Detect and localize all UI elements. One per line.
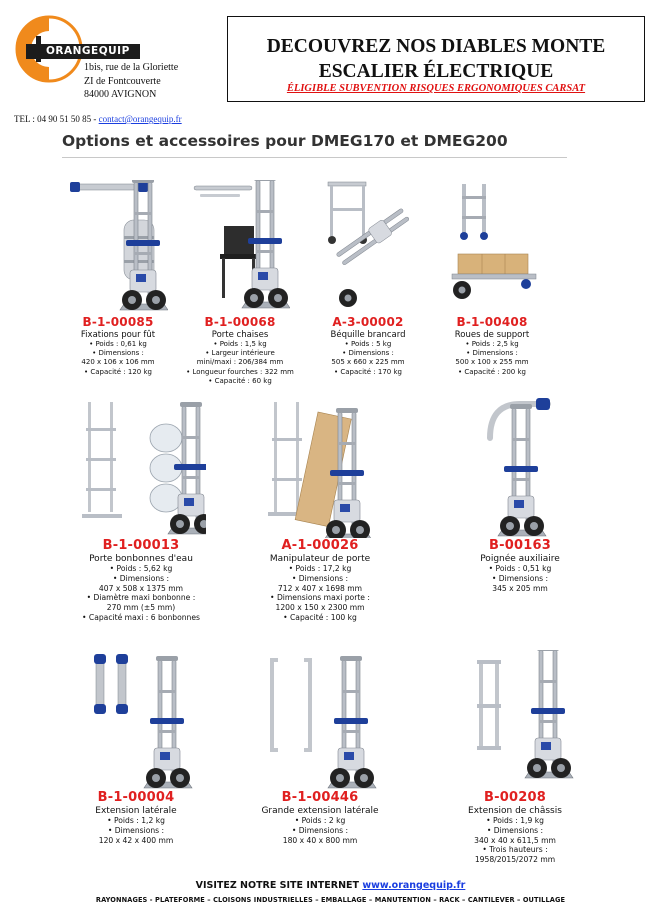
auxiliary-handle-product-image — [470, 398, 570, 538]
product-spec: • Poids : 5 kg — [344, 340, 392, 348]
product-card-b-1-00068 — [180, 180, 300, 386]
product-spec: • Dimensions : — [92, 349, 144, 358]
company-address — [84, 61, 178, 102]
product-spec: • Capacité : 100 kg — [283, 612, 357, 622]
product-spec: • Diamètre maxi bonbonne : — [86, 593, 196, 603]
promo-title-line2: ESCALIER ÉLECTRIQUE — [318, 61, 554, 82]
product-spec: • Capacité maxi : 6 bonbonnes — [82, 612, 200, 622]
contact-line — [14, 114, 182, 124]
product-spec: • Largeur intérieure — [205, 349, 275, 358]
product-code: B-1-00085 — [82, 315, 154, 329]
product-name: Manipulateur de porte — [269, 554, 371, 564]
product-spec: 1958/2015/2072 mm — [474, 855, 556, 865]
product-spec: • Dimensions maxi porte : — [270, 593, 370, 603]
phone-label: TEL : 04 90 51 50 85 - — [14, 114, 97, 124]
product-spec: • Dimensions : — [112, 573, 170, 583]
product-code: B-1-00013 — [102, 538, 180, 553]
product-spec: • Longueur fourches : 322 mm — [186, 367, 294, 376]
product-name: Porte bonbonnes d'eau — [89, 554, 193, 564]
product-spec: 180 x 40 x 800 mm — [282, 835, 358, 845]
product-card-b-1-00013 — [66, 398, 216, 623]
address-line: 1bis, rue de la Gloriette — [84, 62, 179, 73]
product-spec: • Poids : 1,2 kg — [107, 816, 165, 825]
email-link[interactable]: contact@orangequip.fr — [98, 114, 182, 124]
product-card-a-3-00002 — [306, 180, 430, 377]
product-spec: 500 x 100 x 255 mm — [455, 358, 529, 367]
product-spec: • Capacité : 120 kg — [83, 367, 152, 376]
product-spec: • Poids : 5,62 kg — [109, 564, 173, 573]
section-title: Options et accessoires pour DMEG170 et DMEG200 — [62, 132, 508, 150]
product-card-a-1-00026 — [250, 398, 390, 623]
chassis-extension-product-image — [455, 650, 575, 790]
product-code: B-1-00004 — [97, 790, 175, 805]
product-spec: 120 x 42 x 400 mm — [98, 835, 174, 845]
product-spec: • Trois hauteurs : — [482, 845, 548, 855]
support-wheels-product-image — [442, 180, 542, 315]
product-spec: • Dimensions : — [486, 825, 544, 835]
product-spec: 505 x 660 x 225 mm — [331, 358, 405, 367]
product-code: B-00163 — [489, 538, 551, 553]
product-card-b-1-00446 — [250, 650, 390, 845]
product-code: B-1-00068 — [204, 315, 276, 329]
product-spec: • Poids : 0,51 kg — [488, 564, 552, 573]
product-spec: • Poids : 1,5 kg — [213, 340, 267, 348]
address-line: ZI de Fontcouverte — [84, 75, 161, 87]
footer-visit-label: VISITEZ NOTRE SITE INTERNET — [195, 880, 360, 891]
product-card-b-00163 — [450, 398, 590, 593]
logo-wordmark: ORANGEQUIP — [26, 44, 140, 59]
water-bottle-carrier-product-image — [76, 398, 206, 538]
product-name: Grande extension latérale — [261, 806, 379, 816]
product-spec: • Poids : 2 kg — [294, 816, 346, 825]
product-spec: • Dimensions : — [491, 573, 549, 583]
large-side-extension-product-image — [260, 650, 380, 790]
product-spec: • Dimensions : — [466, 349, 518, 358]
product-spec: • Dimensions : — [291, 573, 349, 583]
product-spec: • Capacité : 200 kg — [457, 367, 526, 376]
product-spec: mini/maxi : 206/384 mm — [196, 358, 284, 367]
product-name: Roues de support — [454, 330, 530, 340]
product-spec: 407 x 508 x 1375 mm — [98, 583, 184, 593]
product-spec: • Poids : 1,9 kg — [486, 816, 544, 825]
product-code: A-3-00002 — [332, 315, 404, 329]
chair-carrier-product-image — [190, 180, 290, 315]
product-spec: • Capacité : 170 kg — [333, 367, 402, 376]
website-link[interactable]: www.orangequip.fr — [362, 880, 466, 891]
door-handler-product-image — [260, 398, 380, 538]
product-spec: 270 mm (±5 mm) — [106, 603, 176, 613]
footer-visit — [0, 880, 661, 891]
promo-subtitle: ÉLIGIBLE SUBVENTION RISQUES ERGONOMIQUES CARSAT — [286, 83, 586, 94]
product-card-b-1-00408 — [432, 180, 552, 377]
promo-title-line1: DECOUVREZ NOS DIABLES MONTE — [266, 36, 606, 57]
product-spec: • Dimensions : — [342, 349, 394, 358]
footer-categories: RAYONNAGES - PLATEFORME – CLOISONS INDUSTRIELLES – EMBALLAGE – MANUTENTION – RACK – CANTILEVER – OUTILLAGE — [95, 896, 566, 904]
product-name: Fixations pour fût — [80, 330, 156, 340]
product-code: B-00208 — [484, 790, 546, 805]
product-code: B-1-00408 — [456, 315, 528, 329]
product-spec: • Dimensions : — [107, 825, 165, 835]
drum-fixation-product-image — [68, 180, 168, 315]
product-spec: 345 x 205 mm — [492, 583, 548, 593]
product-spec: 1200 x 150 x 2300 mm — [275, 603, 365, 613]
stretcher-stand-product-image — [318, 180, 418, 315]
promo-box — [227, 16, 645, 102]
product-spec: 420 x 106 x 106 mm — [81, 358, 155, 367]
product-spec: • Dimensions : — [291, 825, 349, 835]
product-card-b-00208 — [440, 650, 590, 865]
product-spec: 712 x 407 x 1698 mm — [277, 583, 363, 593]
side-extension-product-image — [76, 650, 196, 790]
product-name: Extension latérale — [95, 806, 177, 816]
product-name: Extension de châssis — [468, 806, 562, 816]
product-spec: • Poids : 0,61 kg — [89, 340, 147, 348]
product-card-b-1-00004 — [66, 650, 206, 845]
product-card-b-1-00085 — [58, 180, 178, 377]
product-code: A-1-00026 — [281, 538, 359, 553]
product-name: Béquille brancard — [330, 330, 406, 340]
product-name: Poignée auxiliaire — [480, 554, 560, 564]
product-code: B-1-00446 — [281, 790, 359, 805]
product-spec: • Poids : 2,5 kg — [465, 340, 519, 348]
product-spec: • Poids : 17,2 kg — [288, 564, 352, 573]
product-spec: 340 x 40 x 611,5 mm — [474, 835, 556, 845]
address-line: 84000 AVIGNON — [84, 89, 157, 100]
section-divider — [62, 157, 567, 158]
product-name: Porte chaises — [211, 330, 269, 340]
product-spec: • Capacité : 60 kg — [208, 376, 272, 385]
